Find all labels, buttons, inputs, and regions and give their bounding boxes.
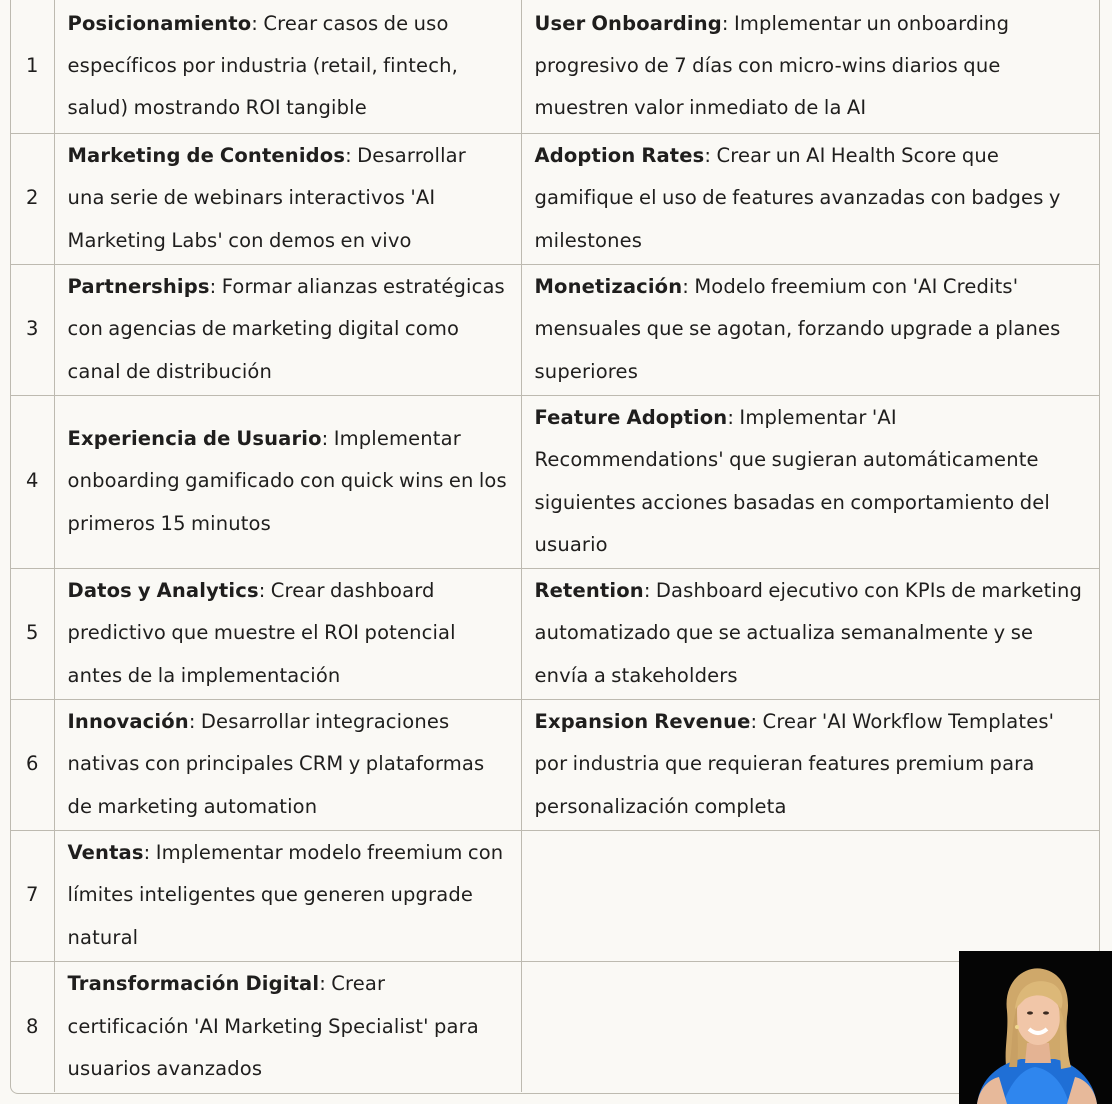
- table-row: [11, 0, 1099, 133]
- initiative-title: Transformación Digital: [67, 972, 320, 996]
- row-number: 7: [11, 830, 54, 961]
- metric-title: Feature Adoption: [534, 406, 728, 430]
- row-number: 3: [11, 264, 54, 395]
- initiative-text: : Implementar onboarding gamificado con quick wins en los primeros 15 minutos: [67, 427, 507, 535]
- metric-title: User Onboarding: [534, 11, 722, 35]
- metric-text: : Implementar un onboarding progresivo de 7 días con micro-wins diarios que muestren valor inmediato de la AI: [534, 11, 1010, 120]
- initiative-title: Partnerships: [67, 275, 210, 299]
- initiative-text: : Formar alianzas estratégicas con agencias de marketing digital como canal de distribución: [67, 275, 505, 383]
- table-row: [11, 568, 1099, 699]
- initiative-title: Datos y Analytics: [67, 579, 259, 603]
- strategy-table: [10, 0, 1100, 1094]
- initiative-title: Marketing de Contenidos: [67, 144, 346, 168]
- initiative-cell: [54, 395, 521, 568]
- row-number: 1: [11, 0, 54, 133]
- row-number: 4: [11, 395, 54, 568]
- initiative-text: : Implementar modelo freemium con límites inteligentes que generen upgrade natural: [67, 841, 504, 949]
- metric-cell: [521, 568, 1099, 699]
- metric-text: : Modelo freemium con 'AI Credits' mensuales que se agotan, forzando upgrade a planes superiores: [534, 275, 1061, 383]
- initiative-cell: [54, 961, 521, 1092]
- initiative-cell: [54, 568, 521, 699]
- strategy-table-grid: [11, 0, 1099, 1092]
- metric-title: Monetización: [534, 275, 683, 299]
- initiative-cell: [54, 830, 521, 961]
- metric-cell: [521, 830, 1099, 961]
- row-number: 2: [11, 133, 54, 264]
- table-row: [11, 133, 1099, 264]
- initiative-title: Experiencia de Usuario: [67, 427, 322, 451]
- presenter-webcam-photo: [959, 951, 1112, 1104]
- initiative-text: : Desarrollar una serie de webinars interactivos 'AI Marketing Labs' con demos en vivo: [67, 144, 466, 252]
- initiative-cell: [54, 264, 521, 395]
- row-number: 6: [11, 699, 54, 830]
- initiative-text: : Crear certificación 'AI Marketing Specialist' para usuarios avanzados: [67, 972, 479, 1080]
- metric-cell: [521, 699, 1099, 830]
- metric-cell: [521, 264, 1099, 395]
- initiative-title: Posicionamiento: [67, 11, 252, 35]
- initiative-text: : Desarrollar integraciones nativas con principales CRM y plataformas de marketing automation: [67, 710, 485, 818]
- initiative-text: : Crear casos de uso específicos por industria (retail, fintech, salud) mostrando ROI tangible: [67, 11, 458, 120]
- metric-text: : Crear 'AI Workflow Templates' por industria que requieran features premium para personalización completa: [534, 710, 1055, 818]
- metric-title: Retention: [534, 579, 644, 603]
- table-row: [11, 395, 1099, 568]
- metric-title: Adoption Rates: [534, 144, 705, 168]
- row-number: 8: [25, 1014, 39, 1038]
- initiative-text: : Crear dashboard predictivo que muestre el ROI potencial antes de la implementación: [67, 579, 456, 687]
- metric-cell: [521, 133, 1099, 264]
- initiative-cell: [54, 0, 521, 133]
- row-number: 5: [11, 568, 54, 699]
- initiative-title: Ventas: [67, 841, 144, 865]
- metric-text: : Dashboard ejecutivo con KPIs de marketing automatizado que se actualiza semanalmente y se envía a stakeholders: [534, 579, 1083, 687]
- metric-text: : Crear un AI Health Score que gamifique el uso de features avanzadas con badges y milestones: [534, 144, 1061, 252]
- table-row: [11, 699, 1099, 830]
- table-row: [11, 961, 1099, 1092]
- initiative-title: Innovación: [67, 710, 189, 734]
- presenter-photo-icon: [959, 951, 1112, 1104]
- initiative-cell: [54, 133, 521, 264]
- metric-cell: [521, 395, 1099, 568]
- table-row: [11, 264, 1099, 395]
- initiative-cell: [54, 699, 521, 830]
- table-row: [11, 830, 1099, 961]
- metric-text: : Implementar 'AI Recommendations' que sugieran automáticamente siguientes acciones basadas en comportamiento del usuario: [534, 406, 1050, 556]
- metric-title: Expansion Revenue: [534, 710, 751, 734]
- metric-cell: [521, 0, 1099, 133]
